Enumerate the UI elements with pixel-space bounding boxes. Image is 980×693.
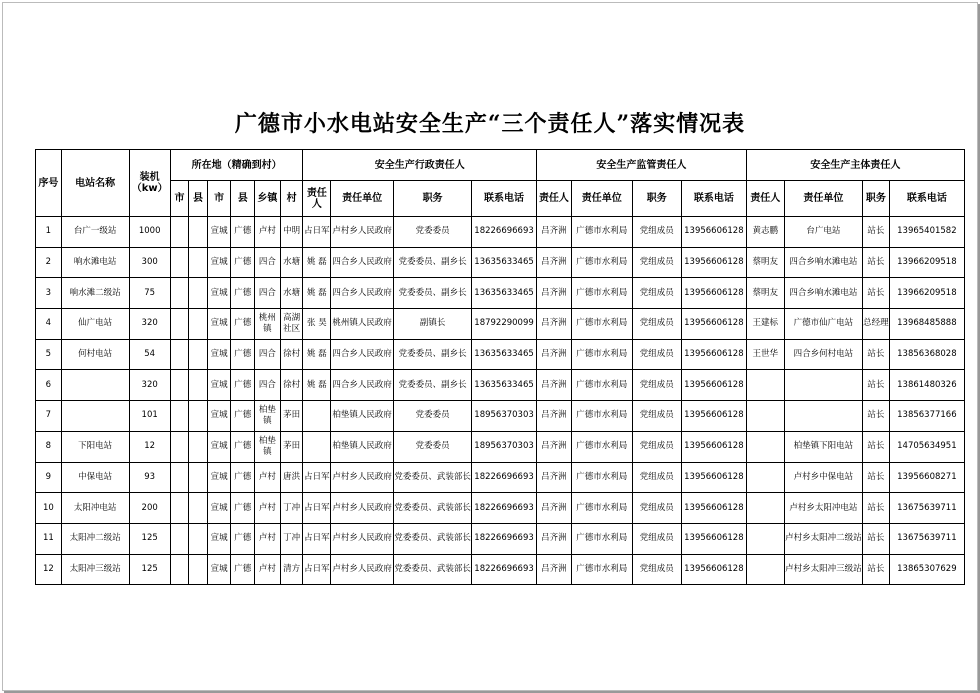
cell-supervision-title: 党组成员	[632, 554, 681, 585]
cell-main-title: 站长	[863, 247, 890, 278]
cell-county: 广德	[231, 401, 255, 432]
cell-station-name: 太阳冲三级站	[61, 554, 129, 585]
cell-main-person	[746, 493, 784, 524]
table-row	[36, 431, 965, 462]
cell-main-person: 黄志鹏	[746, 217, 784, 248]
cell-admin-title: 党委委员、武装部长	[393, 493, 471, 524]
cell-main-person: 蔡明友	[746, 278, 784, 309]
cell-main-phone: 13856368028	[889, 339, 964, 370]
cell-main-title: 站长	[863, 339, 890, 370]
cell-supervision-person: 吕齐洲	[536, 217, 571, 248]
cell-supervision-phone: 13956606128	[681, 217, 746, 248]
cell-supervision-phone: 13956606128	[681, 523, 746, 554]
cell-city-level	[170, 217, 189, 248]
cell-admin-unit: 卢村乡人民政府	[331, 554, 394, 585]
cell-county-level	[189, 309, 208, 340]
cell-admin-unit: 卢村乡人民政府	[331, 523, 394, 554]
cell-town: 柏垫镇	[255, 401, 281, 432]
header-admin-col: 职务	[393, 181, 471, 217]
cell-station-name: 太阳冲二级站	[61, 523, 129, 554]
cell-no: 9	[36, 462, 62, 493]
cell-supervision-title: 党组成员	[632, 247, 681, 278]
cell-admin-phone: 13635633465	[472, 339, 537, 370]
cell-county: 广德	[231, 339, 255, 370]
cell-station-name	[61, 401, 129, 432]
cell-main-unit: 四合乡响水滩电站	[784, 247, 862, 278]
cell-main-person	[746, 523, 784, 554]
cell-village: 徐村	[280, 339, 303, 370]
cell-admin-title: 党委委员	[393, 431, 471, 462]
cell-city-level	[170, 554, 189, 585]
cell-admin-title: 党委委员、武装部长	[393, 462, 471, 493]
cell-main-phone: 13968485888	[889, 309, 964, 340]
cell-admin-person: 占日军	[303, 217, 331, 248]
cell-station-name: 响水滩二级站	[61, 278, 129, 309]
cell-main-person: 王建标	[746, 309, 784, 340]
cell-supervision-unit: 广德市水利局	[571, 401, 632, 432]
cell-admin-unit: 桃州镇人民政府	[331, 309, 394, 340]
cell-town: 柏垫镇	[255, 431, 281, 462]
cell-admin-phone: 13635633465	[472, 278, 537, 309]
cell-admin-unit: 卢村乡人民政府	[331, 217, 394, 248]
cell-no: 3	[36, 278, 62, 309]
cell-supervision-person: 吕齐洲	[536, 554, 571, 585]
cell-admin-phone: 18956370303	[472, 431, 537, 462]
table-row	[36, 339, 965, 370]
cell-admin-title: 党委委员、副乡长	[393, 247, 471, 278]
cell-village: 中明	[280, 217, 303, 248]
cell-town: 卢村	[255, 462, 281, 493]
cell-admin-title: 副镇长	[393, 309, 471, 340]
responsibility-table	[35, 149, 965, 585]
cell-admin-phone: 18226696693	[472, 462, 537, 493]
cell-city-level	[170, 523, 189, 554]
cell-supervision-phone: 13956606128	[681, 309, 746, 340]
cell-village: 茅田	[280, 431, 303, 462]
cell-county-level	[189, 554, 208, 585]
cell-admin-person: 占日军	[303, 554, 331, 585]
cell-city: 宣城	[207, 278, 231, 309]
cell-admin-title: 党委委员	[393, 401, 471, 432]
cell-no: 1	[36, 217, 62, 248]
cell-capacity: 125	[129, 554, 170, 585]
header-station-name: 电站名称	[61, 150, 129, 217]
cell-admin-title: 党委委员、副乡长	[393, 339, 471, 370]
cell-city-level	[170, 370, 189, 401]
cell-supervision-phone: 13956606128	[681, 431, 746, 462]
header-admin-col: 责任人	[303, 181, 331, 217]
cell-city: 宣城	[207, 309, 231, 340]
cell-supervision-phone: 13956606128	[681, 278, 746, 309]
cell-station-name: 中保电站	[61, 462, 129, 493]
cell-county: 广德	[231, 278, 255, 309]
cell-capacity: 75	[129, 278, 170, 309]
cell-no: 12	[36, 554, 62, 585]
cell-admin-unit: 卢村乡人民政府	[331, 493, 394, 524]
cell-main-unit: 四合乡何村电站	[784, 339, 862, 370]
header-location-col: 村	[280, 181, 303, 217]
cell-admin-unit: 四合乡人民政府	[331, 339, 394, 370]
header-main-group: 安全生产主体责任人	[746, 150, 964, 181]
cell-no: 2	[36, 247, 62, 278]
header-no: 序号	[36, 150, 62, 217]
cell-city-level	[170, 431, 189, 462]
header-super-col: 联系电话	[681, 181, 746, 217]
cell-supervision-phone: 13956606128	[681, 339, 746, 370]
header-location-col: 县	[231, 181, 255, 217]
cell-supervision-phone: 13956606128	[681, 247, 746, 278]
cell-supervision-unit: 广德市水利局	[571, 493, 632, 524]
cell-admin-person: 姚 磊	[303, 278, 331, 309]
cell-main-title: 站长	[863, 462, 890, 493]
cell-county: 广德	[231, 523, 255, 554]
cell-main-title: 站长	[863, 431, 890, 462]
cell-main-unit: 卢村乡太阳冲三级站	[784, 554, 862, 585]
cell-village: 高湖社区	[280, 309, 303, 340]
cell-supervision-phone: 13956606128	[681, 493, 746, 524]
table-row	[36, 278, 965, 309]
header-location-col: 乡镇	[255, 181, 281, 217]
cell-admin-unit: 四合乡人民政府	[331, 278, 394, 309]
cell-town: 卢村	[255, 523, 281, 554]
cell-supervision-person: 吕齐洲	[536, 523, 571, 554]
table-row	[36, 370, 965, 401]
cell-supervision-title: 党组成员	[632, 523, 681, 554]
cell-main-person: 王世华	[746, 339, 784, 370]
table-row	[36, 523, 965, 554]
cell-city: 宣城	[207, 217, 231, 248]
cell-county: 广德	[231, 217, 255, 248]
cell-supervision-title: 党组成员	[632, 309, 681, 340]
cell-main-unit: 台广电站	[784, 217, 862, 248]
cell-city-level	[170, 247, 189, 278]
cell-admin-unit: 柏垫镇人民政府	[331, 401, 394, 432]
cell-city: 宣城	[207, 339, 231, 370]
cell-admin-phone: 18792290099	[472, 309, 537, 340]
cell-county-level	[189, 247, 208, 278]
cell-main-person	[746, 431, 784, 462]
cell-supervision-phone: 13956606128	[681, 554, 746, 585]
cell-admin-title: 党委委员、副乡长	[393, 370, 471, 401]
cell-main-title: 站长	[863, 401, 890, 432]
cell-supervision-person: 吕齐洲	[536, 431, 571, 462]
header-location-col: 市	[170, 181, 189, 217]
cell-main-unit: 卢村乡太阳冲二级站	[784, 523, 862, 554]
cell-main-title: 站长	[863, 278, 890, 309]
cell-county-level	[189, 370, 208, 401]
cell-village: 茅田	[280, 401, 303, 432]
cell-main-person	[746, 370, 784, 401]
cell-admin-person	[303, 431, 331, 462]
header-location: 所在地（精确到村）	[170, 150, 303, 181]
cell-admin-person: 张 昊	[303, 309, 331, 340]
cell-county-level	[189, 523, 208, 554]
header-admin-col: 联系电话	[472, 181, 537, 217]
cell-no: 4	[36, 309, 62, 340]
cell-main-title: 站长	[863, 370, 890, 401]
cell-county-level	[189, 278, 208, 309]
cell-main-person	[746, 401, 784, 432]
cell-main-unit: 卢村乡太阳冲电站	[784, 493, 862, 524]
cell-admin-phone: 13635633465	[472, 247, 537, 278]
cell-supervision-title: 党组成员	[632, 462, 681, 493]
cell-county: 广德	[231, 554, 255, 585]
header-super-col: 责任人	[536, 181, 571, 217]
table-row	[36, 462, 965, 493]
cell-main-title: 站长	[863, 217, 890, 248]
cell-supervision-person: 吕齐洲	[536, 339, 571, 370]
cell-station-name: 太阳冲电站	[61, 493, 129, 524]
cell-supervision-unit: 广德市水利局	[571, 217, 632, 248]
header-super-col: 责任单位	[571, 181, 632, 217]
cell-main-phone: 14705634951	[889, 431, 964, 462]
cell-station-name: 何村电站	[61, 339, 129, 370]
header-supervision-group: 安全生产监管责任人	[536, 150, 746, 181]
cell-admin-title: 党委委员、武装部长	[393, 523, 471, 554]
cell-supervision-person: 吕齐洲	[536, 309, 571, 340]
cell-supervision-unit: 广德市水利局	[571, 247, 632, 278]
cell-main-phone: 13675639711	[889, 523, 964, 554]
cell-admin-unit: 卢村乡人民政府	[331, 462, 394, 493]
cell-county-level	[189, 431, 208, 462]
cell-admin-phone: 18226696693	[472, 523, 537, 554]
cell-city-level	[170, 462, 189, 493]
cell-county: 广德	[231, 247, 255, 278]
cell-capacity: 1000	[129, 217, 170, 248]
cell-county-level	[189, 217, 208, 248]
cell-city: 宣城	[207, 431, 231, 462]
cell-station-name: 仙广电站	[61, 309, 129, 340]
header-admin-group: 安全生产行政责任人	[303, 150, 536, 181]
header-location-col: 县	[189, 181, 208, 217]
cell-supervision-unit: 广德市水利局	[571, 309, 632, 340]
cell-admin-title: 党委委员、武装部长	[393, 554, 471, 585]
cell-main-person	[746, 462, 784, 493]
header-admin-col: 责任单位	[331, 181, 394, 217]
cell-capacity: 320	[129, 370, 170, 401]
cell-main-title: 总经理	[863, 309, 890, 340]
cell-main-person: 蔡明友	[746, 247, 784, 278]
cell-town: 四合	[255, 370, 281, 401]
cell-main-title: 站长	[863, 554, 890, 585]
cell-supervision-person: 吕齐洲	[536, 278, 571, 309]
cell-main-phone: 13966209518	[889, 278, 964, 309]
cell-city-level	[170, 339, 189, 370]
cell-no: 8	[36, 431, 62, 462]
cell-main-phone: 13966209518	[889, 247, 964, 278]
cell-main-person	[746, 554, 784, 585]
cell-admin-title: 党委委员	[393, 217, 471, 248]
cell-town: 卢村	[255, 554, 281, 585]
cell-village: 水塘	[280, 247, 303, 278]
cell-no: 10	[36, 493, 62, 524]
table-row	[36, 247, 965, 278]
table-row	[36, 493, 965, 524]
cell-main-title: 站长	[863, 523, 890, 554]
cell-station-name: 台广一级站	[61, 217, 129, 248]
cell-main-phone: 13856377166	[889, 401, 964, 432]
cell-town: 卢村	[255, 493, 281, 524]
cell-supervision-person: 吕齐洲	[536, 401, 571, 432]
cell-town: 桃州镇	[255, 309, 281, 340]
cell-admin-phone: 13635633465	[472, 370, 537, 401]
cell-supervision-phone: 13956606128	[681, 462, 746, 493]
cell-station-name: 响水滩电站	[61, 247, 129, 278]
cell-county: 广德	[231, 462, 255, 493]
cell-main-unit	[784, 370, 862, 401]
cell-admin-phone: 18956370303	[472, 401, 537, 432]
cell-admin-person: 姚 磊	[303, 247, 331, 278]
table-row	[36, 401, 965, 432]
cell-village: 水塘	[280, 278, 303, 309]
cell-town: 四合	[255, 278, 281, 309]
header-main-col: 责任单位	[784, 181, 862, 217]
cell-station-name	[61, 370, 129, 401]
cell-main-unit: 广德市仙广电站	[784, 309, 862, 340]
cell-admin-person: 姚 磊	[303, 370, 331, 401]
cell-county-level	[189, 462, 208, 493]
cell-city: 宣城	[207, 370, 231, 401]
cell-village: 丁冲	[280, 493, 303, 524]
cell-supervision-person: 吕齐洲	[536, 493, 571, 524]
cell-capacity: 200	[129, 493, 170, 524]
header-location-col: 市	[207, 181, 231, 217]
cell-supervision-unit: 广德市水利局	[571, 554, 632, 585]
cell-supervision-title: 党组成员	[632, 431, 681, 462]
cell-supervision-title: 党组成员	[632, 278, 681, 309]
cell-county: 广德	[231, 431, 255, 462]
cell-main-phone: 13865307629	[889, 554, 964, 585]
cell-capacity: 320	[129, 309, 170, 340]
cell-admin-unit: 四合乡人民政府	[331, 370, 394, 401]
cell-station-name: 下阳电站	[61, 431, 129, 462]
cell-main-unit	[784, 401, 862, 432]
cell-admin-phone: 18226696693	[472, 493, 537, 524]
cell-main-unit: 柏垫镇下阳电站	[784, 431, 862, 462]
cell-supervision-person: 吕齐洲	[536, 247, 571, 278]
page-title: 广德市小水电站安全生产“三个责任人”落实情况表	[234, 111, 746, 137]
header-super-col: 职务	[632, 181, 681, 217]
cell-city-level	[170, 401, 189, 432]
cell-supervision-person: 吕齐洲	[536, 370, 571, 401]
cell-admin-person: 占日军	[303, 523, 331, 554]
cell-city: 宣城	[207, 554, 231, 585]
cell-county: 广德	[231, 309, 255, 340]
cell-supervision-phone: 13956606128	[681, 370, 746, 401]
table-row	[36, 309, 965, 340]
header-main-col: 责任人	[746, 181, 784, 217]
cell-admin-unit: 四合乡人民政府	[331, 247, 394, 278]
cell-supervision-person: 吕齐洲	[536, 462, 571, 493]
cell-capacity: 12	[129, 431, 170, 462]
cell-main-phone: 13965401582	[889, 217, 964, 248]
cell-town: 四合	[255, 247, 281, 278]
cell-no: 5	[36, 339, 62, 370]
cell-village: 丁冲	[280, 523, 303, 554]
cell-city: 宣城	[207, 462, 231, 493]
cell-capacity: 93	[129, 462, 170, 493]
cell-supervision-unit: 广德市水利局	[571, 462, 632, 493]
cell-town: 四合	[255, 339, 281, 370]
cell-county-level	[189, 493, 208, 524]
cell-main-unit: 四合乡响水滩电站	[784, 278, 862, 309]
cell-supervision-title: 党组成员	[632, 217, 681, 248]
cell-supervision-title: 党组成员	[632, 339, 681, 370]
cell-main-phone: 13861480326	[889, 370, 964, 401]
cell-town: 卢村	[255, 217, 281, 248]
cell-capacity: 125	[129, 523, 170, 554]
cell-supervision-unit: 广德市水利局	[571, 370, 632, 401]
cell-admin-phone: 18226696693	[472, 554, 537, 585]
header-main-col: 职务	[863, 181, 890, 217]
cell-supervision-title: 党组成员	[632, 401, 681, 432]
cell-capacity: 101	[129, 401, 170, 432]
cell-village: 清方	[280, 554, 303, 585]
cell-no: 11	[36, 523, 62, 554]
cell-city: 宣城	[207, 247, 231, 278]
cell-city: 宣城	[207, 401, 231, 432]
cell-supervision-unit: 广德市水利局	[571, 523, 632, 554]
cell-main-title: 站长	[863, 493, 890, 524]
table-row	[36, 217, 965, 248]
cell-county-level	[189, 339, 208, 370]
cell-admin-person	[303, 401, 331, 432]
table-row	[36, 554, 965, 585]
cell-admin-person: 占日军	[303, 462, 331, 493]
cell-capacity: 300	[129, 247, 170, 278]
cell-county: 广德	[231, 370, 255, 401]
cell-admin-phone: 18226696693	[472, 217, 537, 248]
cell-supervision-phone: 13956606128	[681, 401, 746, 432]
cell-supervision-unit: 广德市水利局	[571, 339, 632, 370]
cell-capacity: 54	[129, 339, 170, 370]
cell-city: 宣城	[207, 523, 231, 554]
cell-admin-person: 姚 磊	[303, 339, 331, 370]
cell-county: 广德	[231, 493, 255, 524]
cell-county-level	[189, 401, 208, 432]
cell-admin-person: 占日军	[303, 493, 331, 524]
cell-main-unit: 卢村乡中保电站	[784, 462, 862, 493]
cell-no: 6	[36, 370, 62, 401]
header-capacity: 装机（kw）	[129, 150, 170, 217]
cell-main-phone: 13956608271	[889, 462, 964, 493]
cell-admin-title: 党委委员、副乡长	[393, 278, 471, 309]
cell-supervision-title: 党组成员	[632, 493, 681, 524]
cell-city: 宣城	[207, 493, 231, 524]
cell-no: 7	[36, 401, 62, 432]
header-main-col: 联系电话	[889, 181, 964, 217]
cell-supervision-unit: 广德市水利局	[571, 278, 632, 309]
cell-village: 徐村	[280, 370, 303, 401]
cell-city-level	[170, 493, 189, 524]
cell-city-level	[170, 309, 189, 340]
cell-main-phone: 13675639711	[889, 493, 964, 524]
cell-admin-unit: 柏垫镇人民政府	[331, 431, 394, 462]
cell-city-level	[170, 278, 189, 309]
cell-village: 唐洪	[280, 462, 303, 493]
cell-supervision-title: 党组成员	[632, 370, 681, 401]
cell-supervision-unit: 广德市水利局	[571, 431, 632, 462]
